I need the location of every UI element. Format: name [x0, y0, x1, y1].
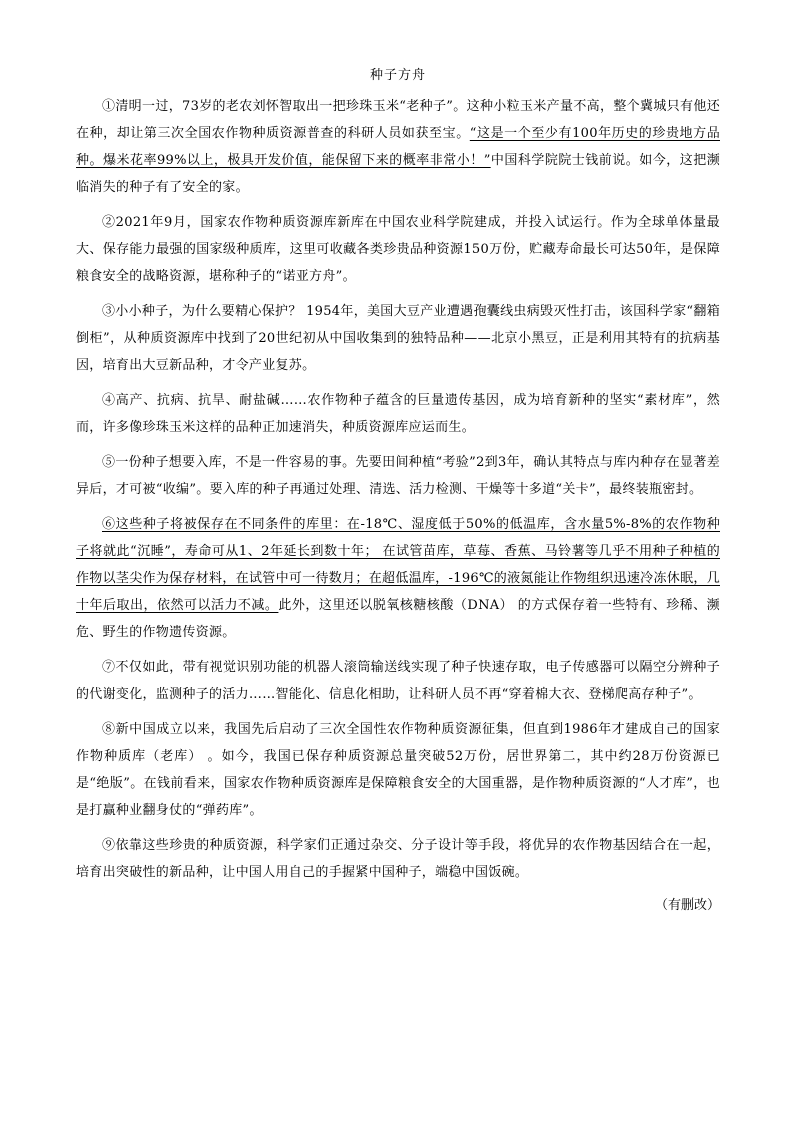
paragraph-9-text: ⑨依靠这些珍贵的种质资源，科学家们正通过杂交、分子设计等手段，将优异的农作物基因结合在一起，培育出突破性的新品种，让中国人用自己的手握紧中国种子，端稳中国饭碗。: [76, 838, 720, 880]
paragraph-7: [76, 654, 720, 708]
article: [76, 64, 721, 913]
paragraph-2-text: ②2021年9月，国家农作物种质资源库新库在中国农业科学院建成，并投入试运行。作为全球单体量最大、保存能力最强的国家级种质库，这里可收藏各类珍贵品种资源150万份，贮藏寿命最长可达50年，是保障粮食安全的战略资源，堪称种子的“诺亚方舟”。: [76, 215, 720, 284]
paragraph-4: [76, 387, 720, 441]
paragraph-8-text: ⑧新中国成立以来，我国先后启动了三次全国性农作物种质资源征集，但直到1986年才建成自己的国家作物种质库（老库） 。如今，我国已保存种质资源总量突破52万份，居世界第二，其中约28万份资源已是“绝版”。在钱前看来，国家农作物种质资源库是保障粮食安全的大国重器，是作物种质资源的“人才库”，也是打赢种业翻身仗的“弹药库”。: [76, 722, 720, 818]
paragraph-1-underlined-quote: “这是一个至少有100年历史的珍贵地方品种。爆米花率99%以上，极具开发价值，能保留下来的概率非常小！”: [76, 126, 720, 168]
paragraph-7-text: ⑦不仅如此，带有视觉识别功能的机器人滚筒输送线实现了种子快速存取，电子传感器可以隔空分辨种子的代谢变化，监测种子的活力……智能化、信息化相助，让科研人员不再“穿着棉大衣、登梯爬高存种子”。: [76, 660, 720, 702]
paragraph-1-text-b: 中国科学院院士钱前说。如今，这把濒临消失的种子有了安全的家。: [76, 153, 721, 195]
paragraph-5: [76, 449, 720, 503]
paragraph-6-text: 此外，这里还以脱氧核糖核酸（DNA） 的方式保存着一些特有、珍稀、濒危、野生的作物遗传资源。: [76, 598, 720, 640]
paragraph-6: [76, 511, 720, 646]
paragraph-2: [76, 209, 720, 290]
paragraph-3-text: ③小小种子，为什么要精心保护？ 1954年，美国大豆产业遭遇孢囊线虫病毁灭性打击，该国科学家“翻箱倒柜”，从种质资源库中找到了20世纪初从中国收集到的独特品种——北京小黑豆，正是利用其特有的抗病基因，培育出大豆新品种，才令产业复苏。: [76, 304, 720, 373]
paragraph-3: [76, 298, 720, 379]
paragraph-4-text: ④高产、抗病、抗旱、耐盐碱……农作物种子蕴含的巨量遗传基因，成为培育新种的坚实“素材库”，然而，许多像珍珠玉米这样的品种正加速消失，种质资源库应运而生。: [76, 393, 720, 435]
edit-note: （有删改）: [654, 898, 720, 913]
paragraph-8: [76, 716, 720, 824]
paragraph-1-text-a: ①清明一过，73岁的老农刘怀智取出一把珍珠玉米“老种子”。这种小粒玉米产量不高，整个冀城只有他还在种，却让第三次全国农作物种质资源普查的科研人员如获至宝。: [76, 99, 720, 141]
article-title: 种子方舟: [369, 68, 426, 83]
paragraph-1: [76, 93, 720, 201]
paragraph-6-underlined-text: ⑥这些种子将被保存在不同条件的库里：在-18℃、湿度低于50%的低温库，含水量5%-8%的农作物种子将就此“沉睡”，寿命可从1、2年延长到数十年； 在试管苗库，草莓、香蕉、马铃薯等几乎不用种子种植的作物以茎尖作为保存材料，在试管中可一待数月；在超低温库，-196℃的液氮能让作物组织迅速冷冻休眠，几十年后取出，依然可以活力不减。: [76, 517, 720, 613]
paragraph-5-text: ⑤一份种子想要入库，不是一件容易的事。先要田间种植“考验”2到3年，确认其特点与库内种存在显著差异后，才可被“收编”。要入库的种子再通过处理、清选、活力检测、干燥等十多道“关卡”，最终装瓶密封。: [76, 455, 720, 497]
paragraph-9: [76, 832, 720, 886]
